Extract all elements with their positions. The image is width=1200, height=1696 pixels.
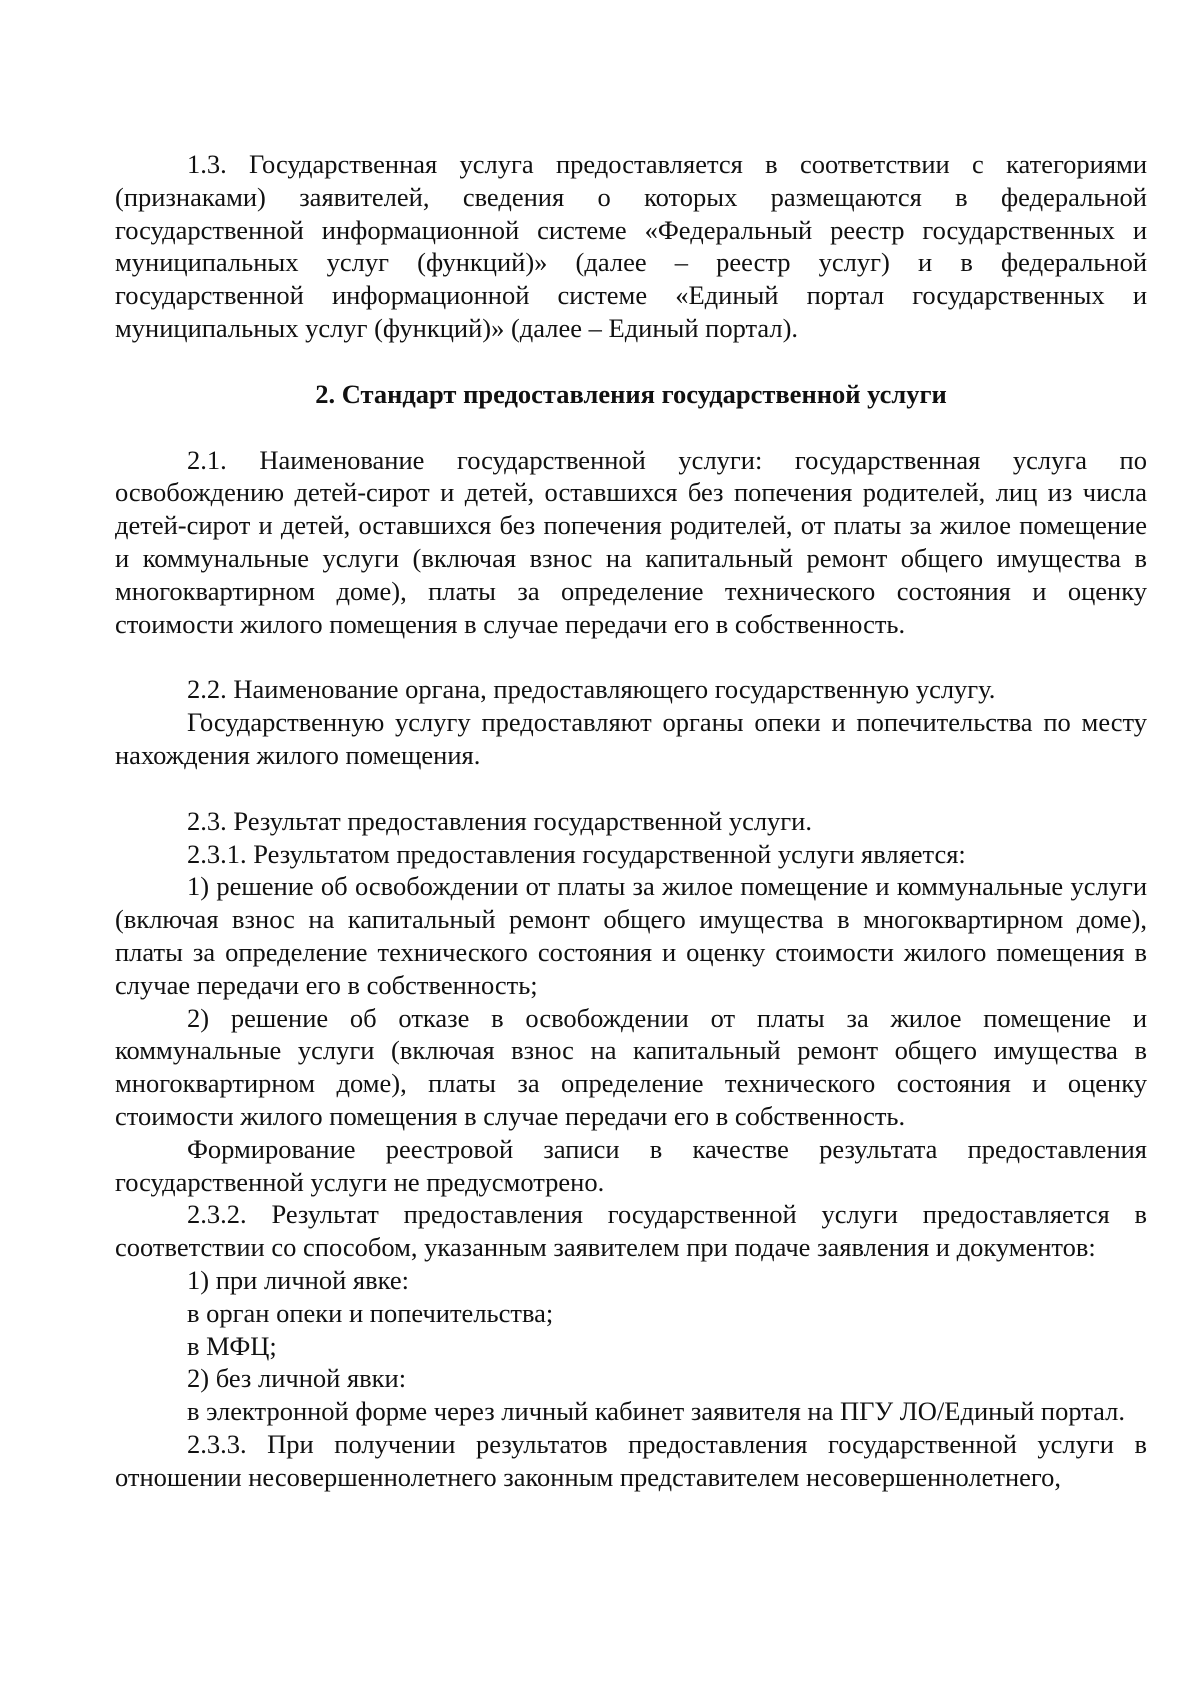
paragraph-2-3-2: 2.3.2. Результат предоставления государственной услуги предоставляется в соответствии со способом, указанным заявителем при подаче заявления и документов: xyxy=(115,1199,1147,1263)
paragraph-electronic: в электронной форме через личный кабинет заявителя на ПГУ ЛО/Единый портал. xyxy=(187,1396,1125,1427)
paragraph-no-personal: 2) без личной явки: xyxy=(187,1363,407,1394)
section-heading: 2. Стандарт предоставления государственной услуги xyxy=(315,378,947,409)
spacer xyxy=(115,772,1147,805)
paragraph-personal: 1) при личной явке: xyxy=(187,1264,409,1295)
paragraph-2-3-1: 2.3.1. Результатом предоставления государственной услуги является: xyxy=(187,838,966,869)
paragraph-2-1: 2.1. Наименование государственной услуги: государственная услуга по освобождению детей-сирот и детей, оставшихся без попечения родителей, лиц из числа детей-сирот и детей, оставшихся без попечения родителей, от платы за жилое помещение и коммунальные услуги (включая взнос на капитальный ремонт общего имущества в многоквартирном доме), платы за определение технического состояния и оценку стоимости жилого помещения в случае передачи его в собственность. xyxy=(115,444,1147,639)
list-item-1: 1) решение об освобождении от платы за жилое помещение и коммунальные услуги (включая взнос на капитальный ремонт общего имущества в многоквартирном доме), платы за определение технического состояния и оценку стоимости жилого помещения в случае передачи его в собственность; xyxy=(115,871,1147,1000)
list-item-2: 2) решение об отказе в освобождении от платы за жилое помещение и коммунальные услуги (включая взнос на капитальный ремонт общего имущества в многоквартирном доме), платы за определение технического состояния и оценку стоимости жилого помещения в случае передачи его в собственность. xyxy=(115,1002,1147,1131)
spacer xyxy=(115,345,1147,378)
paragraph-guardianship: в орган опеки и попечительства; xyxy=(187,1297,554,1328)
spacer xyxy=(115,640,1147,673)
paragraph-2-2: 2.2. Наименование органа, предоставляющего государственную услугу. xyxy=(187,674,996,705)
paragraph-mfc: в МФЦ; xyxy=(187,1330,277,1361)
document-page xyxy=(115,148,1147,1493)
paragraph-2-3: 2.3. Результат предоставления государственной услуги. xyxy=(187,805,812,836)
spacer xyxy=(115,411,1147,444)
paragraph-1-3: 1.3. Государственная услуга предоставляется в соответствии с категориями (признаками) заявителей, сведения о которых размещаются в федеральной государственной информационной системе «Федеральный реестр государственных и муниципальных услуг (функций)» (далее – реестр услуг) и в федеральной государственной информационной системе «Единый портал государственных и муниципальных услуг (функций)» (далее – Единый портал). xyxy=(115,149,1147,343)
paragraph-2-2-text: Государственную услугу предоставляют органы опеки и попечительства по месту нахождения жилого помещения. xyxy=(115,707,1147,770)
paragraph-registry: Формирование реестровой записи в качестве результата предоставления государственной услуги не предусмотрено. xyxy=(115,1133,1147,1197)
paragraph-2-3-3: 2.3.3. При получении результатов предоставления государственной услуги в отношении несовершеннолетнего законным представителем несовершеннолетнего, xyxy=(115,1428,1147,1492)
